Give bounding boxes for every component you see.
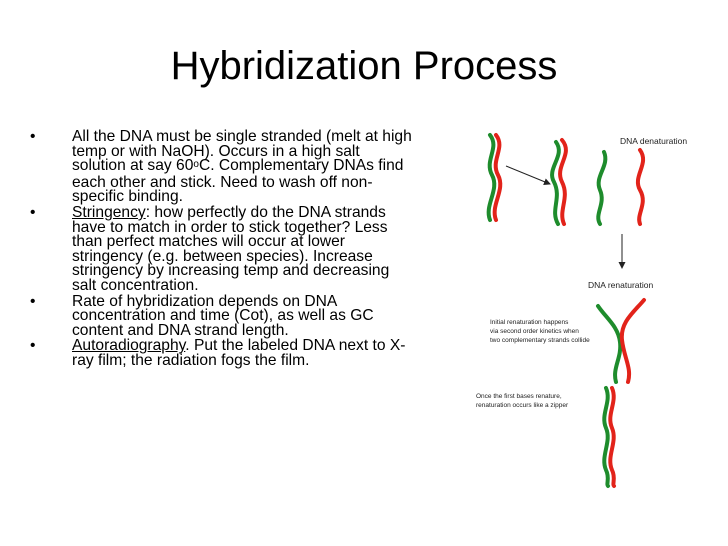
bullet-dot: •	[30, 337, 36, 355]
dna-hybridization-figure	[470, 120, 720, 492]
double-strand-dna-2	[552, 140, 566, 224]
caption-initial-renaturation-1: Initial renaturation happens	[490, 319, 569, 326]
bullet-dot: •	[30, 128, 36, 145]
strand-red	[560, 140, 566, 224]
double-strand-dna-1	[489, 135, 501, 220]
separated-strands	[598, 150, 643, 224]
zipped-double-strand	[604, 388, 614, 486]
bullet-text: Rate of hybridization depends on DNA concentration and time (Cot), as well as GC content and DNA strand length.	[72, 292, 374, 339]
dna-diagram	[470, 120, 720, 492]
strand-green-collide	[598, 306, 620, 382]
initial-renaturation-strands	[598, 300, 644, 382]
slide-title: Hybridization Process	[170, 44, 558, 88]
strand-red	[495, 135, 501, 220]
strand-green-single	[598, 152, 605, 224]
bullet-dot: •	[30, 203, 36, 221]
caption-zipper-2: renaturation occurs like a zipper	[476, 402, 569, 409]
bullet-dot: •	[30, 292, 36, 310]
degree-mark: o	[193, 159, 199, 171]
bullet-item-single-stranded	[30, 130, 415, 205]
bullet-text-cont: C. Complementary DNAs find each other and stick. Need to wash off non-specific binding.	[72, 157, 404, 206]
label-dna-denaturation: DNA denaturation	[620, 136, 688, 146]
bullet-item-autoradiography	[30, 339, 415, 368]
autoradiography-term: Autoradiography	[72, 337, 186, 355]
stringency-term: Stringency	[72, 203, 146, 221]
strand-red-collide	[622, 300, 644, 382]
strand-red-zipped	[610, 388, 614, 486]
caption-initial-renaturation-3: two complementary strands collide	[490, 337, 590, 344]
bullet-text: All the DNA must be single stranded (melt at high temp or with NaOH). Occurs in a high salt solution at say 60	[72, 128, 412, 175]
bullet-text: : how perfectly do the DNA strands have to match in order to stick together? Less than perfect matches will occur at lower stringency (e.g. between species). Increase stringency by increasing temp and decreasing salt concentration.	[72, 203, 390, 294]
label-dna-renaturation: DNA renaturation	[588, 280, 654, 290]
bullet-text: . Put the labeled DNA next to X-ray film; the radiation fogs the film.	[72, 337, 406, 369]
strand-green-zipped	[604, 388, 608, 486]
bullet-list	[30, 130, 415, 370]
bullet-item-stringency	[30, 203, 415, 294]
strand-red-single	[638, 150, 643, 224]
strand-green	[552, 142, 559, 224]
bullet-item-rate	[30, 292, 415, 339]
denaturation-arrow	[506, 166, 550, 184]
caption-initial-renaturation-2: via second order kinetics when	[490, 328, 579, 335]
caption-zipper-1: Once the first bases renature,	[476, 393, 562, 400]
